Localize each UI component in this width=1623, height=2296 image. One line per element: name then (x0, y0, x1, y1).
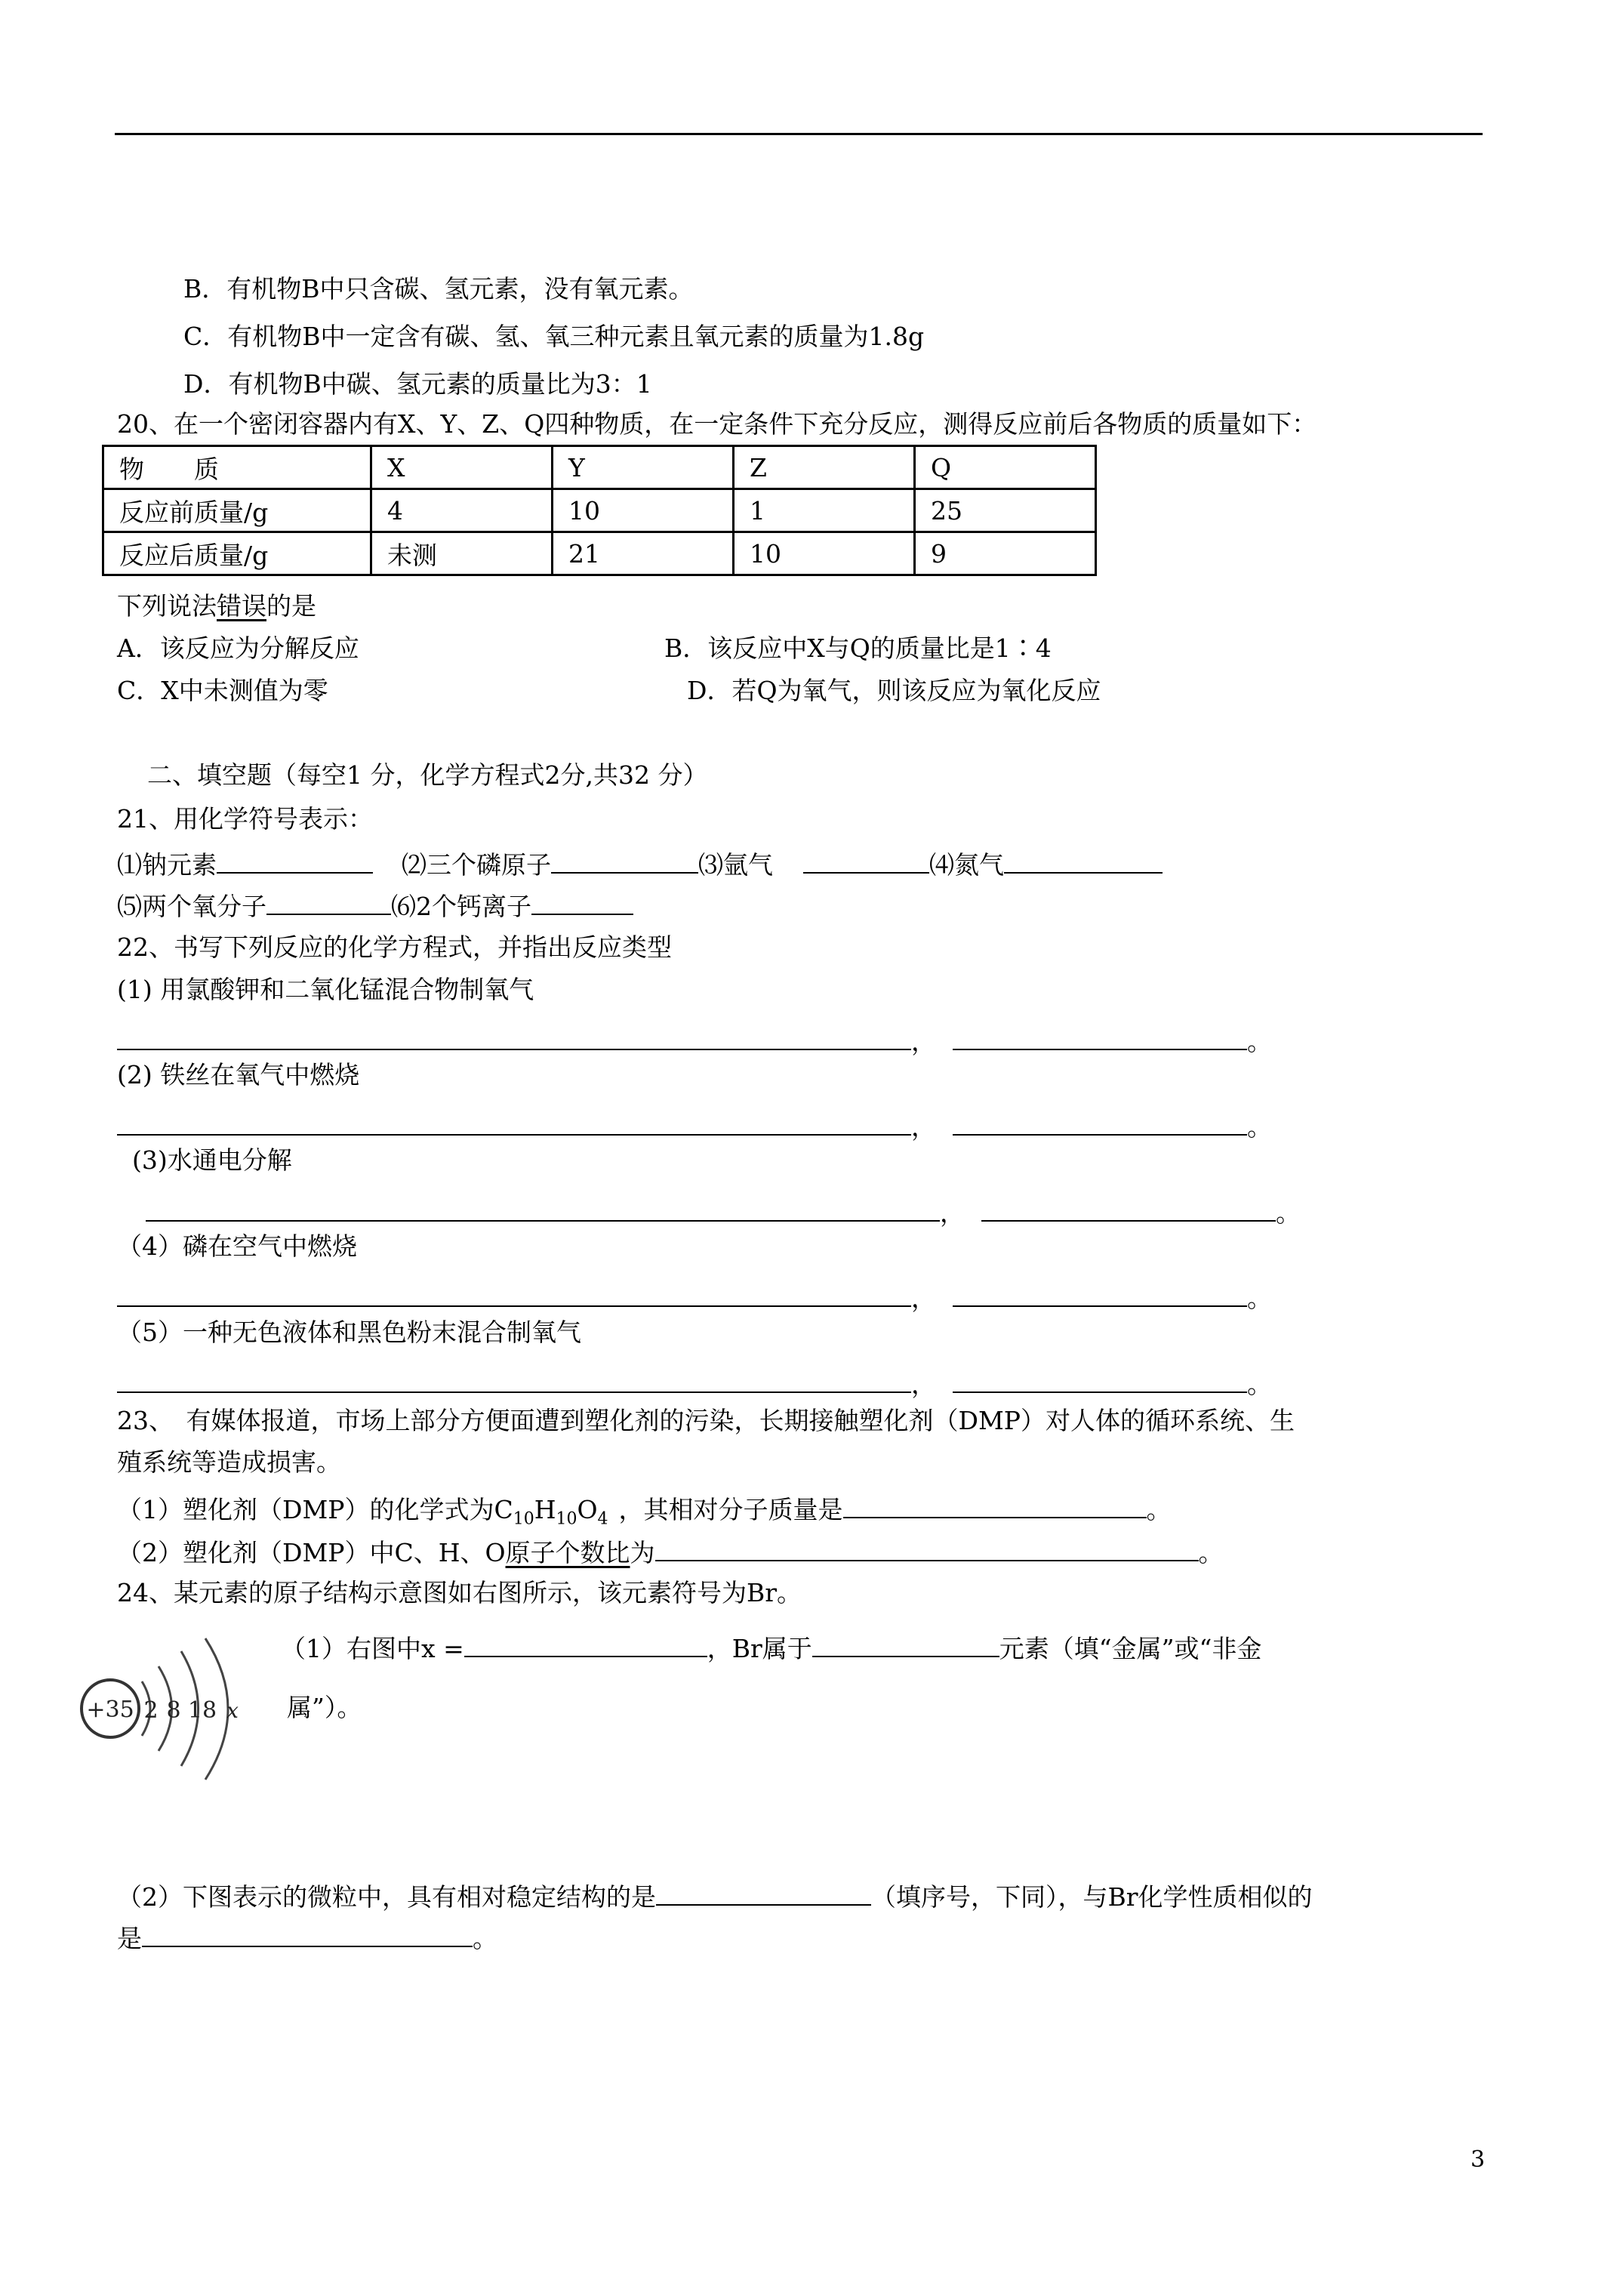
table-cell: Z (734, 446, 915, 489)
q22-item-1: (1) 用氯酸钾和二氧化锰混合物制氧气 (117, 975, 534, 1004)
q22-answer-line-4 (117, 1280, 1272, 1314)
q21-row-2 (117, 888, 633, 922)
q22-answer-line-1 (117, 1023, 1272, 1057)
table-cell: 1 (734, 489, 915, 532)
formula-subscript: 10 (513, 1509, 534, 1529)
q24-part-2-text: （填序号，下同），与Br化学性质相似的 (871, 1882, 1313, 1912)
q20-option-c: C．X中未测值为零 (117, 676, 328, 705)
table-row (103, 532, 1096, 575)
answer-blank[interactable] (142, 1920, 473, 1947)
q23-part-2 (117, 1534, 1224, 1568)
shell-electron-count: 18 (187, 1697, 217, 1724)
q24-part-2-line-1 (117, 1878, 1313, 1912)
formula-subscript: 4 (597, 1509, 608, 1529)
q23-part-2-emphasis: 原子个数比 (505, 1538, 630, 1567)
q21-item: ⑹2个钙离子 (391, 892, 531, 921)
q21-stem: 21、用化学符号表示： (117, 804, 373, 834)
reaction-type-blank[interactable] (953, 1108, 1247, 1136)
table-cell: X (371, 446, 553, 489)
q22-stem: 22、书写下列反应的化学方程式，并指出反应类型 (117, 932, 672, 962)
equation-blank[interactable] (117, 1366, 911, 1393)
header-rule (115, 133, 1483, 135)
period: 。 (1247, 1370, 1272, 1399)
comma: ， (911, 1027, 936, 1056)
q22-answer-line-5 (117, 1366, 1272, 1400)
q24-part-1-text: ，Br属于 (707, 1634, 812, 1663)
table-cell: 4 (371, 489, 553, 532)
nucleus-charge: +35 (86, 1697, 134, 1723)
q19-option-c: C．有机物B中一定含有碳、氢、氧三种元素且氧元素的质量为1.8g (183, 322, 925, 351)
comma: ， (911, 1370, 936, 1399)
formula-element: C (494, 1495, 513, 1524)
q23-part-1 (117, 1491, 1172, 1529)
q24-part-2-text: （2）下图表示的微粒中，具有相对稳定结构的是 (117, 1882, 656, 1912)
period: 。 (1146, 1495, 1172, 1524)
q19-option-b: B．有机物B中只含碳、氢元素，没有氧元素。 (183, 274, 694, 304)
q22-answer-line-2 (117, 1108, 1272, 1142)
formula-element: O (577, 1495, 598, 1524)
shell-electron-count: 2 (143, 1697, 159, 1724)
q20-option-d: D．若Q为氧气，则该反应为氧化反应 (687, 676, 1101, 705)
q24-part-1-line-1 (281, 1630, 1261, 1664)
q23-stem-line-1: 23、 有媒体报道，市场上部分方便面遭到塑化剂的污染，长期接触塑化剂（DMP）对人体的循环系统、生 (117, 1406, 1295, 1435)
answer-blank[interactable] (656, 1878, 871, 1906)
q24-part-2-text: 是 (117, 1924, 142, 1953)
comma: ， (940, 1198, 965, 1228)
equation-blank[interactable] (117, 1280, 911, 1307)
q21-item: ⑵三个磷原子 (402, 850, 551, 880)
table-cell: 物 质 (103, 446, 371, 489)
q23-part-2-text: 为 (630, 1538, 655, 1567)
answer-blank[interactable] (217, 846, 373, 874)
answer-blank[interactable] (843, 1491, 1147, 1518)
q23-part-1-text: （1）塑化剂（DMP）的化学式为 (117, 1495, 494, 1524)
answer-blank[interactable] (812, 1630, 999, 1657)
period: 。 (1247, 1112, 1272, 1142)
formula-subscript: 10 (556, 1509, 577, 1529)
q20-prompt (117, 591, 316, 621)
q20-stem: 20、在一个密闭容器内有X、Y、Z、Q四种物质，在一定条件下充分反应，测得反应前后各物质的质量如下： (117, 409, 1317, 439)
q22-item-3: (3)水通电分解 (132, 1145, 292, 1175)
period: 。 (1276, 1198, 1301, 1228)
q23-part-2-text: （2）塑化剂（DMP）中C、H、O (117, 1538, 506, 1567)
answer-blank[interactable] (1004, 846, 1163, 874)
equation-blank[interactable] (117, 1108, 911, 1136)
answer-blank[interactable] (803, 846, 929, 874)
table-header-row (103, 446, 1096, 489)
q24-part-2-line-2 (117, 1920, 497, 1954)
q21-item: ⑶氩气 (698, 850, 773, 880)
q22-item-5: （5）一种无色液体和黑色粉末混合制氧气 (117, 1318, 581, 1347)
table-cell: 10 (553, 489, 734, 532)
reaction-type-blank[interactable] (953, 1280, 1247, 1307)
table-cell: 未测 (371, 532, 553, 575)
q21-row-1 (117, 846, 1163, 880)
period: 。 (1247, 1284, 1272, 1313)
answer-blank[interactable] (655, 1534, 1199, 1561)
comma: ， (911, 1112, 936, 1142)
q24-part-1-line-2: 属”）。 (287, 1693, 362, 1722)
q23-part-1-text: ，其相对分子质量是 (618, 1495, 843, 1524)
q22-item-4: （4）磷在空气中燃烧 (117, 1231, 357, 1261)
table-cell: 反应后质量/g (103, 532, 371, 575)
q20-prompt-pre: 下列说法 (117, 591, 217, 621)
reaction-type-blank[interactable] (953, 1366, 1247, 1393)
comma: ， (911, 1284, 936, 1313)
formula-element: H (534, 1495, 556, 1524)
period: 。 (1198, 1538, 1224, 1567)
table-row (103, 489, 1096, 532)
q22-answer-line-3 (146, 1194, 1301, 1228)
answer-blank[interactable] (266, 888, 391, 915)
section-title: 二、填空题（每空1 分，化学方程式2分,共32 分） (147, 760, 708, 790)
q20-option-a: A．该反应为分解反应 (117, 633, 359, 663)
q24-part-1-text: （1）右图中x = (281, 1634, 464, 1663)
q20-prompt-post: 的是 (266, 591, 316, 621)
q23-stem-line-2: 殖系统等造成损害。 (117, 1447, 341, 1477)
answer-blank[interactable] (551, 846, 698, 874)
table-cell: 21 (553, 532, 734, 575)
period: 。 (1247, 1027, 1272, 1056)
q19-option-d: D．有机物B中碳、氢元素的质量比为3：1 (183, 369, 652, 399)
shell-electron-count: 8 (166, 1697, 181, 1724)
page-number: 3 (1471, 2147, 1486, 2173)
table-cell: Q (915, 446, 1096, 489)
q20-prompt-emphasis: 错误 (217, 591, 266, 621)
reaction-type-blank[interactable] (981, 1194, 1276, 1222)
table-cell: Y (553, 446, 734, 489)
table-cell: 10 (734, 532, 915, 575)
shell-electron-count: x (226, 1698, 239, 1723)
table-cell: 9 (915, 532, 1096, 575)
table-cell: 反应前质量/g (103, 489, 371, 532)
q20-option-b: B．该反应中X与Q的质量比是1∶4 (664, 633, 1052, 663)
q22-item-2: (2) 铁丝在氧气中燃烧 (117, 1060, 360, 1089)
atomic-structure-diagram (75, 1620, 264, 1808)
q21-item: ⑸两个氧分子 (117, 892, 266, 921)
q21-item: ⑴钠元素 (117, 850, 217, 880)
answer-blank[interactable] (464, 1630, 707, 1657)
reaction-type-blank[interactable] (953, 1023, 1247, 1050)
q24-stem: 24、某元素的原子结构示意图如右图所示，该元素符号为Br。 (117, 1578, 802, 1607)
equation-blank[interactable] (146, 1194, 940, 1222)
equation-blank[interactable] (117, 1023, 911, 1050)
period: 。 (473, 1924, 497, 1953)
answer-blank[interactable] (531, 888, 633, 915)
q24-part-1-text: 元素（填“金属”或“非金 (999, 1634, 1262, 1663)
q21-item: ⑷氮气 (929, 850, 1004, 880)
chemical-formula (494, 1495, 608, 1529)
table-cell: 25 (915, 489, 1096, 532)
q20-data-table (102, 445, 1097, 576)
